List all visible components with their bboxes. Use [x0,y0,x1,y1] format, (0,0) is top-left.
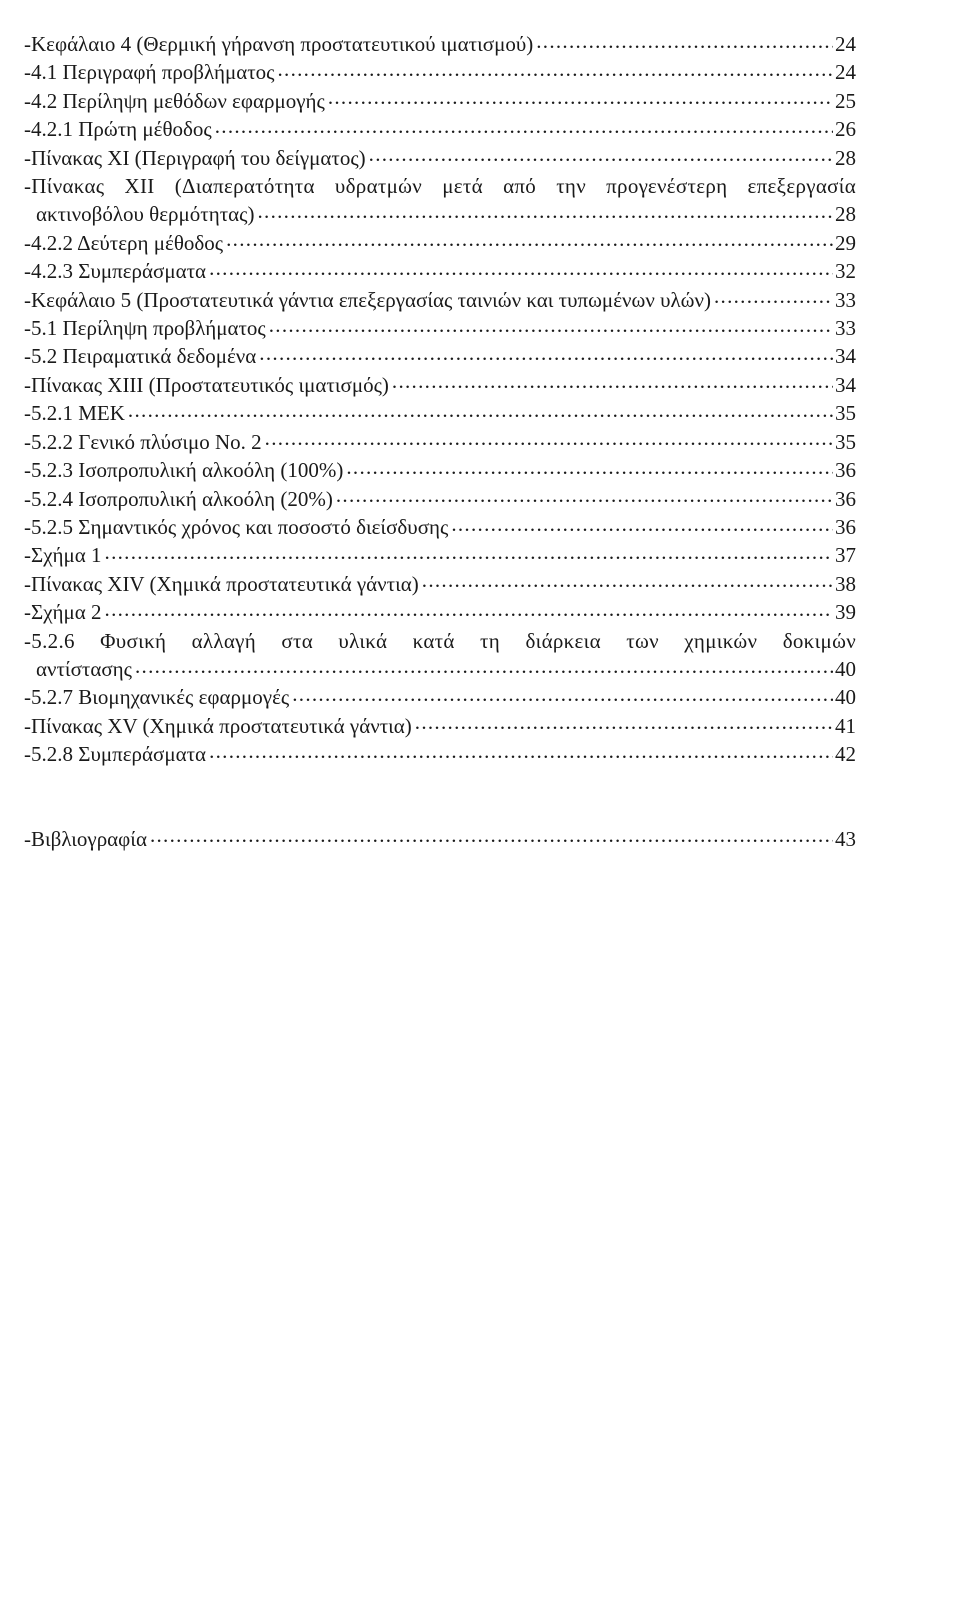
toc-entry-page-number: 24 [835,32,856,56]
toc-group-chapter-5-end [24,683,856,768]
toc-entry-title: -Πίνακας XIV (Χημικά προστατευτικά γάντια) [24,571,419,596]
dot-leader [292,683,833,704]
toc-entry [24,570,856,598]
toc-entry-title: -Σχήμα 2 [24,600,102,625]
toc-entry [24,314,856,342]
toc-entry-page-number: 28 [835,145,856,170]
toc-entry-page-number: 29 [835,230,856,255]
toc-entry-title: -Πίνακας XIII (Προστατευτικός ιματισμός) [24,372,389,397]
toc-entry-continuation [24,200,856,228]
dot-leader [105,541,833,562]
dot-leader [209,740,833,761]
toc-entry [24,513,856,541]
toc-group-chapter-5 [24,229,856,627]
toc-entry-page-number: 36 [835,486,856,511]
toc-entry-title: -4.2.1 Πρώτη μέθοδος [24,117,212,142]
dot-leader [269,314,833,335]
toc-entry-title: -5.2.7 Βιομηχανικές εφαρμογές [24,685,290,710]
dot-leader [150,825,833,846]
toc-entry-title: -5.2 Πειραματικά δεδομένα [24,344,257,369]
dot-leader [277,58,833,79]
toc-entry-page-number: 42 [835,742,856,767]
toc-entry-title: -4.2.3 Συμπεράσματα [24,259,207,284]
dot-leader [422,570,833,591]
toc-entry-title: -5.2.8 Συμπεράσματα [24,742,207,767]
toc-entry-title: -4.1 Περιγραφή προβλήματος [24,60,275,85]
toc-entry-title-line1: -5.2.6 Φυσική αλλαγή στα υλικά κατά τη διάρκεια των χημικών δοκιμών [24,628,856,653]
dot-leader [265,428,833,449]
dot-leader [369,144,833,165]
toc-entry [24,58,856,86]
toc-entry-page-number: 36 [835,458,856,483]
toc-entry-title-line2: αντίστασης [36,656,132,681]
toc-group-chapter-4 [24,30,856,172]
toc-entry-page-number: 25 [835,88,856,113]
dot-leader [259,342,833,363]
toc-entry [24,740,856,768]
toc-entry [24,371,856,399]
toc-entry-page-number: 28 [835,202,856,227]
dot-leader [209,257,833,278]
toc-entry [24,144,856,172]
toc-entry-title: -5.2.5 Σημαντικός χρόνος και ποσοστό διείσδυσης [24,514,449,539]
toc-entry-title: -5.2.4 Ισοπροπυλική αλκοόλη (20%) [24,486,333,511]
toc-entry [24,399,856,427]
dot-leader [536,30,833,51]
dot-leader [346,456,833,477]
toc-entry [24,485,856,513]
dot-leader [336,485,833,506]
toc-entry-title: -Πίνακας XI (Περιγραφή του δείγματος) [24,145,366,170]
toc-entry [24,286,856,314]
toc-entry-title: -5.2.2 Γενικό πλύσιμο No. 2 [24,429,262,454]
dot-leader [328,87,833,108]
toc-entry [24,598,856,626]
dot-leader [415,712,833,733]
toc-entry-page-number: 32 [835,259,856,284]
toc-entry-page-number: 35 [835,429,856,454]
dot-leader [215,115,833,136]
toc-entry-title: -5.2.1 ΜΕΚ [24,401,125,426]
toc-entry-title: -5.1 Περίληψη προβλήματος [24,316,266,341]
toc-entry [24,456,856,484]
toc-entry [24,115,856,143]
toc-entry-page-number: 33 [835,287,856,312]
toc-entry-wrapped-table-xii [24,172,856,229]
dot-leader [105,598,833,619]
toc-entry-page-number: 39 [835,600,856,625]
toc-entry [24,683,856,711]
toc-entry [24,30,856,58]
toc-entry-page-number: 40 [835,685,856,710]
toc-entry [24,229,856,257]
toc-entry-page-number: 33 [835,316,856,341]
toc-entry-page-number: 34 [835,344,856,369]
dot-leader [226,229,833,250]
table-of-contents [24,30,856,853]
toc-entry-page-number: 37 [835,543,856,568]
toc-entry-bibliography [24,825,856,853]
toc-entry [24,87,856,115]
toc-entry-page-number: 40 [835,656,856,681]
toc-entry-title: -4.2 Περίληψη μεθόδων εφαρμογής [24,88,325,113]
toc-entry-page-number: 34 [835,372,856,397]
toc-entry [24,428,856,456]
dot-leader [451,513,833,534]
toc-entry-title: -Κεφάλαιο 5 (Προστατευτικά γάντια επεξεργασίας ταινιών και τυπωμένων υλών) [24,287,711,312]
toc-entry-title: -Πίνακας XV (Χημικά προστατευτικά γάντια) [24,713,412,738]
toc-entry [24,541,856,569]
toc-entry [24,257,856,285]
dot-leader [257,200,833,221]
toc-entry-page-number: 24 [835,60,856,85]
toc-entry-page-number: 43 [835,826,856,851]
dot-leader [128,399,833,420]
toc-entry-continuation [24,655,856,683]
toc-entry-title: -5.2.3 Ισοπροπυλική αλκοόλη (100%) [24,458,344,483]
section-gap [24,769,856,825]
dot-leader [714,286,833,307]
toc-entry-title-line1: -Πίνακας XII (Διαπερατότητα υδρατμών μετά από την προγενέστερη επεξεργασία [24,174,856,199]
toc-entry-page-number: 36 [835,514,856,539]
toc-entry-title: -Σχήμα 1 [24,543,102,568]
toc-entry [24,342,856,370]
toc-entry-title-line2: ακτινοβόλου θερμότητας) [36,202,255,227]
toc-entry-page-number: 41 [835,713,856,738]
dot-leader [135,655,833,676]
toc-entry-title: -Βιβλιογραφία [24,826,147,851]
toc-entry-page-number: 38 [835,571,856,596]
toc-entry-title: -Κεφάλαιο 4 (Θερμική γήρανση προστατευτικού ιματισμού) [24,32,534,56]
toc-entry-page-number: 26 [835,117,856,142]
toc-entry [24,712,856,740]
toc-entry-wrapped-5-2-6 [24,627,856,684]
toc-entry-page-number: 35 [835,401,856,426]
dot-leader [392,371,833,392]
toc-entry-title: -4.2.2 Δεύτερη μέθοδος [24,230,224,255]
